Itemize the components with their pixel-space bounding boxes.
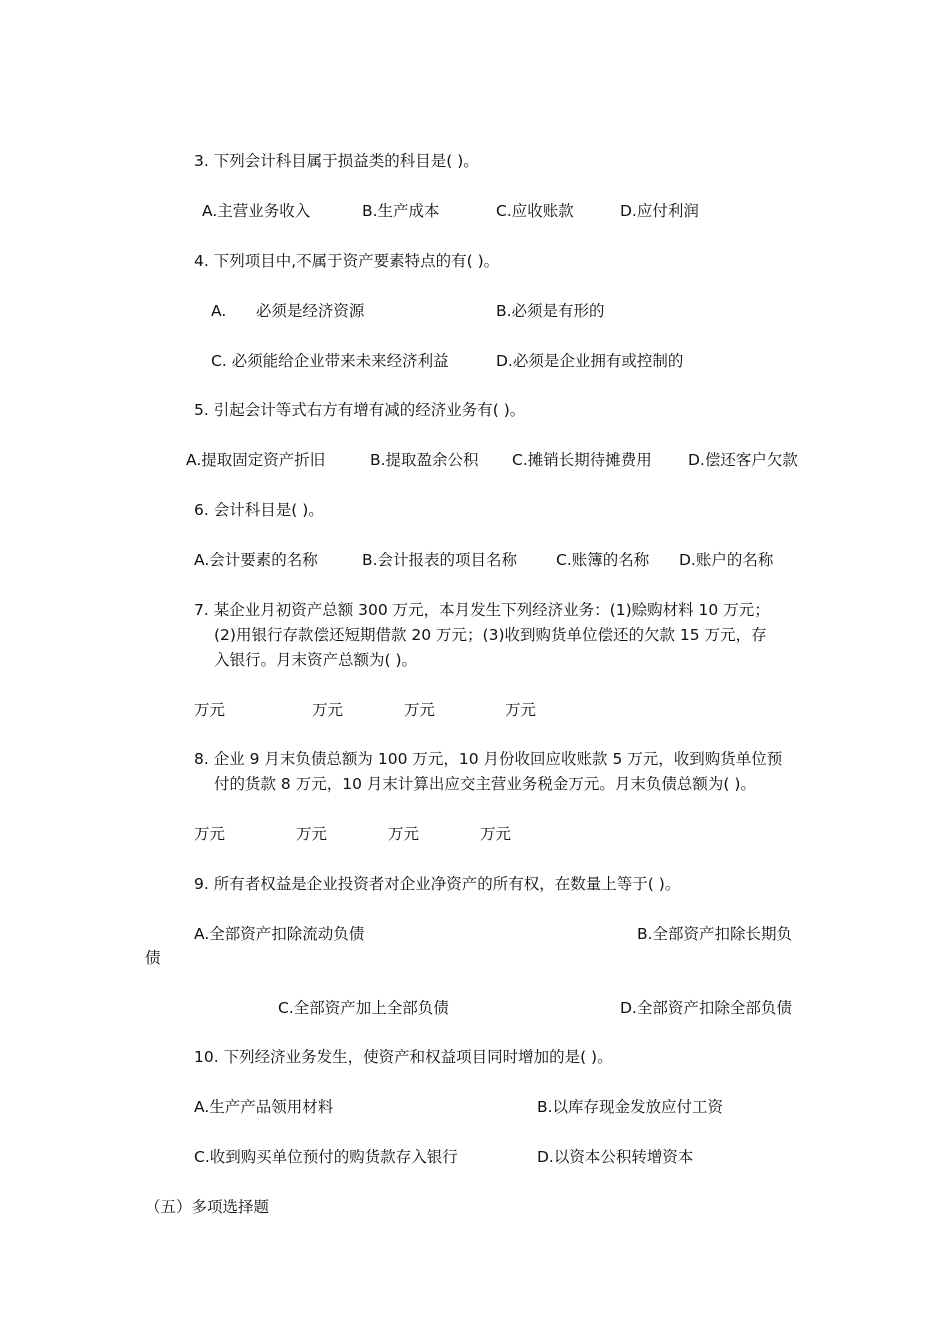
question-9-stem: 9. 所有者权益是企业投资者对企业净资产的所有权，在数量上等于( )。 [194, 875, 681, 893]
question-9-option-c: C.全部资产加上全部负债 [278, 999, 449, 1017]
question-7-stem-line-2: (2)用银行存款偿还短期借款 20 万元；(3)收到购货单位偿还的欠款 15 万元，存 [214, 626, 767, 644]
question-4-option-c: C. 必须能给企业带来未来经济利益 [211, 352, 449, 370]
question-4-option-a: A. 必须是经济资源 [211, 302, 365, 320]
question-8-option-c: 万元 [388, 825, 420, 843]
question-5-option-c: C.摊销长期待摊费用 [512, 451, 652, 469]
question-6-option-d: D.账户的名称 [679, 551, 774, 569]
question-4-option-b: B.必须是有形的 [496, 302, 605, 320]
question-6-stem: 6. 会计科目是( )。 [194, 501, 324, 519]
question-8-stem-line-2: 付的货款 8 万元，10 月末计算出应交主营业务税金万元。月末负债总额为( )。 [214, 775, 756, 793]
question-4-option-d: D.必须是企业拥有或控制的 [496, 352, 684, 370]
question-7-stem-line-1: 7. 某企业月初资产总额 300 万元，本月发生下列经济业务：(1)赊购材料 10 万元； [194, 601, 770, 619]
question-10-option-d: D.以资本公积转增资本 [537, 1148, 694, 1166]
question-7-stem-line-3: 入银行。月末资产总额为( )。 [214, 651, 418, 669]
question-5-option-d: D.偿还客户欠款 [688, 451, 798, 469]
question-3-stem: 3. 下列会计科目属于损益类的科目是( )。 [194, 152, 479, 170]
question-8-option-b: 万元 [296, 825, 328, 843]
question-6-option-c: C.账簿的名称 [556, 551, 650, 569]
question-9-option-b-wrap: 债 [145, 949, 161, 967]
question-8-stem-line-1: 8. 企业 9 月末负债总额为 100 万元，10 月份收回应收账款 5 万元，收到购货单位预 [194, 750, 783, 768]
question-8-option-d: 万元 [480, 825, 512, 843]
section-heading-multiple-choice: （五）多项选择题 [145, 1198, 270, 1216]
question-6-option-b: B.会计报表的项目名称 [362, 551, 518, 569]
question-10-option-c: C.收到购买单位预付的购货款存入银行 [194, 1148, 458, 1166]
question-4-stem: 4. 下列项目中,不属于资产要素特点的有( )。 [194, 252, 500, 270]
question-9-option-a: A.全部资产扣除流动负债 [194, 925, 365, 943]
question-10-stem: 10. 下列经济业务发生，使资产和权益项目同时增加的是( )。 [194, 1048, 613, 1066]
question-9-option-d: D.全部资产扣除全部负债 [620, 999, 792, 1017]
question-7-option-c: 万元 [404, 701, 436, 719]
question-10-option-b: B.以库存现金发放应付工资 [537, 1098, 724, 1116]
question-10-option-a: A.生产产品领用材料 [194, 1098, 334, 1116]
question-5-option-a: A.提取固定资产折旧 [186, 451, 326, 469]
question-6-option-a: A.会计要素的名称 [194, 551, 318, 569]
question-7-option-d: 万元 [505, 701, 537, 719]
question-7-option-b: 万元 [312, 701, 344, 719]
question-3-option-a: A.主营业务收入 [202, 202, 311, 220]
question-3-option-b: B.生产成本 [362, 202, 440, 220]
question-3-option-c: C.应收账款 [496, 202, 574, 220]
question-5-stem: 5. 引起会计等式右方有增有减的经济业务有( )。 [194, 401, 526, 419]
question-5-option-b: B.提取盈余公积 [370, 451, 479, 469]
question-3-option-d: D.应付利润 [620, 202, 699, 220]
question-7-option-a: 万元 [194, 701, 226, 719]
question-8-option-a: 万元 [194, 825, 226, 843]
question-9-option-b: B.全部资产扣除长期负 [637, 925, 793, 943]
